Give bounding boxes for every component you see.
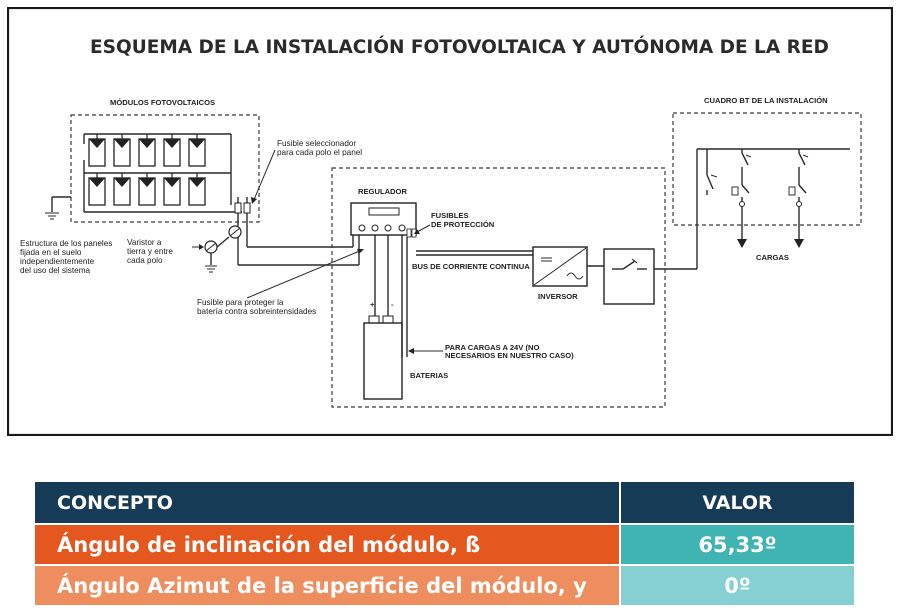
dc-bus-label: BUS DE CORRIENTE CONTINUA: [412, 262, 530, 271]
battery-box: [364, 323, 402, 399]
plus-sign: +: [370, 300, 375, 309]
modules-label: MÓDULOS FOTOVOLTAICOS: [110, 98, 216, 107]
loads-label: CARGAS: [756, 253, 789, 262]
parameters-table: [35, 482, 854, 607]
protection-fuses-label-1: FUSIBLES: [431, 211, 469, 220]
switch-box: [604, 249, 654, 304]
row-concept: Ángulo de inclinación del módulo, ß: [35, 525, 619, 564]
minus-sign: -: [391, 300, 394, 309]
panel-bt-label: CUADRO BT DE LA INSTALACIÓN: [704, 96, 828, 105]
row-value: 65,33º: [621, 525, 854, 564]
regulator-label: REGULADOR: [358, 187, 407, 196]
varistor-label-2: tierra y entre: [127, 247, 173, 256]
table-header-row: [35, 482, 854, 523]
varistor-label-3: cada polo: [127, 256, 163, 265]
row-concept: Ángulo Azimut de la superficie del módulo, y: [35, 566, 619, 605]
loads-24v-label-1: PARA CARGAS A 24V (NO: [445, 343, 540, 352]
fuse-selector-label-2: para cada polo el panel: [277, 148, 363, 157]
structure-label-3: independientemente: [20, 257, 95, 266]
table-row: [35, 525, 854, 564]
varistor-label-1: Varistor a: [127, 238, 162, 247]
batteries-label: BATERIAS: [410, 371, 449, 380]
inverter-label: INVERSOR: [538, 292, 578, 301]
diagram-title: ESQUEMA DE LA INSTALACIÓN FOTOVOLTAICA Y AUTÓNOMA DE LA RED: [90, 37, 829, 58]
structure-label-4: del uso del sistema: [20, 266, 91, 275]
table-row: [35, 566, 854, 605]
fuse-selector-label-1: Fusible seleccionador: [277, 139, 357, 148]
row-value: 0º: [621, 566, 854, 605]
protection-fuses-label-2: DE PROTECCIÓN: [431, 220, 495, 229]
structure-label-1: Estructura de los paneles: [20, 239, 113, 248]
loads-24v-label-2: NECESARIOS EN NUESTRO CASO): [445, 351, 574, 360]
battery-fuse-label-2: batería contra sobreintensidades: [197, 307, 317, 316]
header-value: VALOR: [621, 482, 854, 523]
installation-diagram: [7, 7, 893, 436]
structure-label-2: fijada en el suelo: [20, 248, 82, 257]
battery-fuse-label-1: Fusible para proteger la: [197, 298, 284, 307]
header-concept: CONCEPTO: [35, 482, 619, 523]
